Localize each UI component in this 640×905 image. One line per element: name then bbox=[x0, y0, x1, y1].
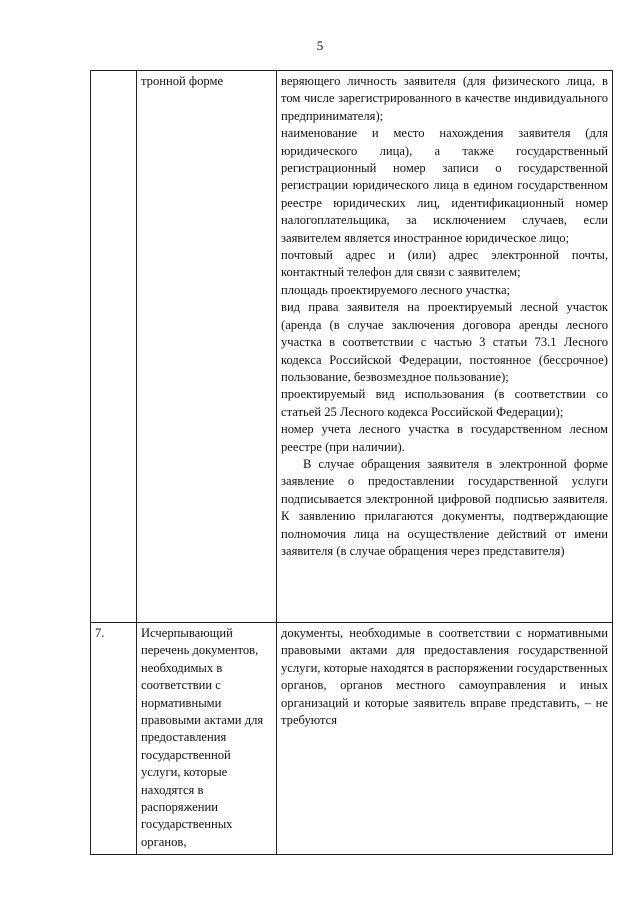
row-content-cell bbox=[277, 71, 613, 623]
row-title-cell: Исчерпывающий перечень документов, необходимых в соответствии с нормативными правовыми актами для предоставления государственной услуги, которые находятся в распоряжении государственных органов, bbox=[137, 623, 277, 855]
row-content-cell bbox=[277, 623, 613, 855]
requirements-table bbox=[90, 70, 613, 855]
table-row bbox=[91, 623, 613, 855]
content-paragraph: В случае обращения заявителя в электронной форме заявление о предоставлении государственной услуги подписывается электронной цифровой подписью заявителя. К заявлению прилагаются документы, подтверждающие полномочия лица на осуществление действий от имени заявителя (в случае обращения через представителя) bbox=[281, 456, 608, 558]
content-paragraph: наименование и место нахождения заявителя (для юридического лица), а также государственный регистрационный номер записи о государственной регистрации юридического лица в едином государственном реестре юридических лиц, идентификационный номер налогоплательщика, за исключением случаев, если заявителем является иностранное юридическое лицо; bbox=[281, 126, 608, 245]
row-number-cell: 7. bbox=[91, 623, 137, 855]
content-paragraph: документы, необходимые в соответствии с нормативными правовыми актами для предоставления государственной услуги, которые находятся в распоряжении государственных органов, органов местного самоуправления и иных организаций и которые заявитель вправе представить, – не требуются bbox=[281, 626, 608, 728]
row-title-cell: тронной форме bbox=[137, 71, 277, 623]
content-paragraph: почтовый адрес и (или) адрес электронной почты, контактный телефон для связи с заявителем; bbox=[281, 248, 608, 280]
page-number: 5 bbox=[316, 38, 324, 53]
content-paragraph: вид права заявителя на проектируемый лесной участок (аренда (в случае заключения договора аренды лесного участка в соответствии с частью 3 статьи 73.1 Лесного кодекса Российской Федерации, постоянное (бессрочное) пользование, безвозмездное пользование); bbox=[281, 300, 608, 384]
content-paragraph: проектируемый вид использования (в соответствии со статьей 25 Лесного кодекса Российской Федерации); bbox=[281, 387, 608, 419]
content-paragraph: номер учета лесного участка в государственном лесном реестре (при наличии). bbox=[281, 422, 608, 454]
table-row bbox=[91, 71, 613, 623]
content-paragraph: веряющего личность заявителя (для физического лица, в том числе зарегистрированного в качестве индивидуального предпринимателя); bbox=[281, 74, 608, 123]
content-paragraph: площадь проектируемого лесного участка; bbox=[281, 282, 511, 297]
row-number-cell bbox=[91, 71, 137, 623]
